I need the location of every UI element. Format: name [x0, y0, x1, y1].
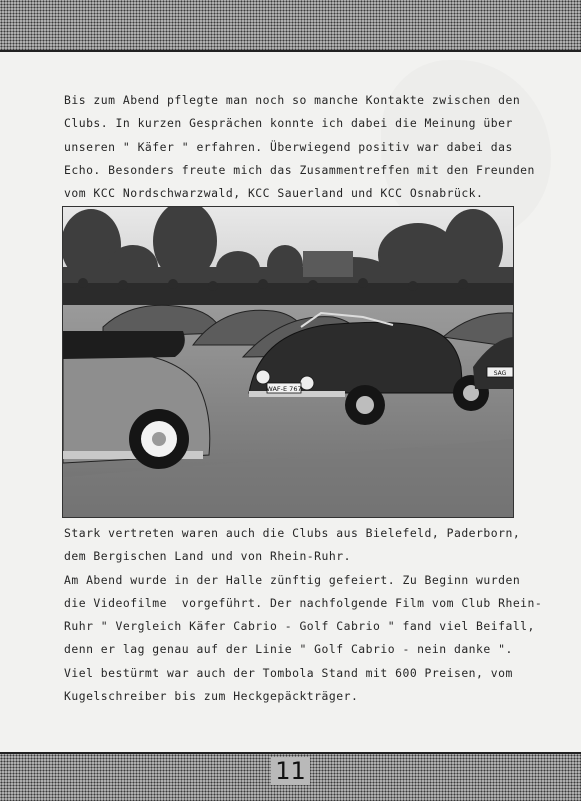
license-plate-text: WAF-E 767: [266, 385, 302, 393]
text-line: Echo. Besonders freute mich das Zusammentreffen mit den Freunden: [64, 162, 535, 177]
car-meeting-photo: [62, 206, 514, 518]
page-number-text: 11: [271, 757, 310, 785]
headlight: [256, 370, 270, 384]
top-dotted-band: [0, 0, 581, 52]
text-line: Am Abend wurde in der Halle zünftig gefeiert. Zu Beginn wurden: [64, 572, 521, 587]
text-line: Kugelschreiber bis zum Heckgepäckträger.: [64, 689, 359, 704]
headlight: [300, 376, 314, 390]
text-line: denn er lag genau auf der Linie " Golf Cabrio - nein danke ".: [64, 642, 513, 657]
paragraph-2: [64, 522, 542, 708]
text-line: Bis zum Abend pflegte man noch so manche Kontakte zwischen den: [64, 93, 521, 107]
text-line: dem Bergischen Land und von Rhein-Ruhr.: [64, 549, 351, 564]
text-line: unseren " Käfer " erfahren. Überwiegend positiv war dabei das: [64, 139, 513, 154]
license-plate-text: SAG: [493, 370, 507, 377]
text-line: die Videofilme vorgeführt. Der nachfolgende Film vom Club Rhein-: [64, 595, 543, 610]
text-line: vom KCC Nordschwarzwald, KCC Sauerland und KCC Osnabrück.: [64, 186, 484, 201]
page-number: [0, 757, 581, 785]
text-line: Stark vertreten waren auch die Clubs aus Bielefeld, Paderborn,: [64, 526, 521, 540]
text-line: Clubs. In kurzen Gesprächen konnte ich dabei die Meinung über: [64, 116, 513, 131]
text-line: Viel bestürmt war auch der Tombola Stand mit 600 Preisen, vom: [64, 665, 513, 680]
building: [303, 251, 353, 277]
text-line: Ruhr " Vergleich Käfer Cabrio - Golf Cabrio " fand viel Beifall,: [64, 619, 535, 634]
paragraph-1: [64, 89, 535, 205]
